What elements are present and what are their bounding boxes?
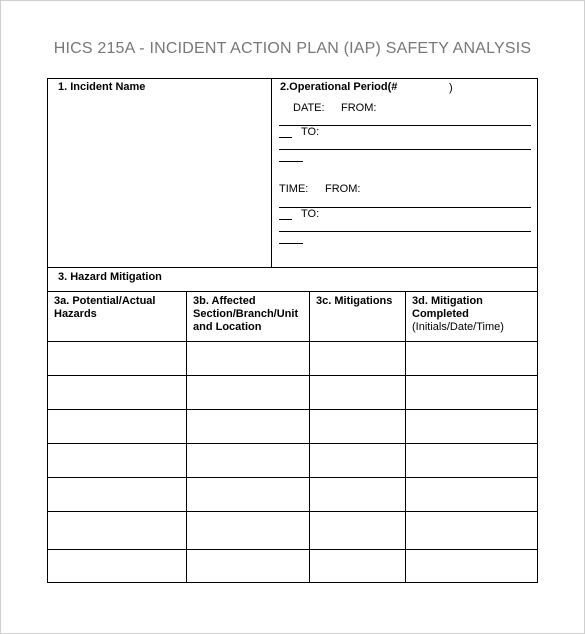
time-to-tail-line xyxy=(279,243,303,244)
hazard-cell[interactable] xyxy=(50,411,184,441)
time-to-line[interactable] xyxy=(279,231,531,232)
table-row-border xyxy=(48,549,537,550)
operational-period-label xyxy=(280,81,397,94)
hazard-cell[interactable] xyxy=(50,377,184,407)
affected-location-cell[interactable] xyxy=(188,445,307,475)
affected-location-cell[interactable] xyxy=(188,343,307,373)
mitigation-cell[interactable] xyxy=(311,377,403,407)
hazard-cell[interactable] xyxy=(50,479,184,509)
date-to-line[interactable] xyxy=(279,149,531,150)
mitigation-completed-cell[interactable] xyxy=(407,445,535,475)
date-to-tail-line xyxy=(279,161,303,162)
operational-period-label-close: ) xyxy=(449,82,453,94)
document-title: HICS 215A - INCIDENT ACTION PLAN (IAP) SAFETY ANALYSIS xyxy=(53,40,532,57)
mitigation-cell[interactable] xyxy=(311,343,403,373)
mitigation-cell[interactable] xyxy=(311,479,403,509)
mitigation-completed-cell[interactable] xyxy=(407,377,535,407)
mitigation-completed-cell[interactable] xyxy=(407,513,535,547)
time-label: TIME: xyxy=(279,183,309,195)
column-header-completed-line-2: Completed xyxy=(412,308,469,320)
table-row-border xyxy=(48,375,537,376)
affected-location-cell[interactable] xyxy=(188,479,307,509)
operational-period-label-open: 2.Operational Period(# xyxy=(280,81,398,93)
table-row-border xyxy=(48,477,537,478)
column-header-completed-line-1: 3d. Mitigation xyxy=(412,295,483,307)
column-header-affected xyxy=(193,295,298,334)
column-header-completed-line-3: (Initials/Date/Time) xyxy=(412,321,504,333)
column-header-mitigations xyxy=(316,295,392,308)
column-divider-3 xyxy=(405,291,406,582)
mitigation-completed-cell[interactable] xyxy=(407,343,535,373)
column-header-hazards xyxy=(54,295,155,321)
table-row-border xyxy=(48,341,537,342)
column-header-affected-line-3: and Location xyxy=(193,321,262,333)
section-3-top-border xyxy=(48,267,537,268)
incident-name-field[interactable] xyxy=(50,97,268,263)
date-to-prefix-line xyxy=(279,137,292,138)
date-label: DATE: xyxy=(293,102,325,114)
time-from-label: FROM: xyxy=(325,183,361,195)
section-divider-vertical xyxy=(271,79,272,267)
column-header-hazards-line-1: 3a. Potential/Actual xyxy=(54,295,156,307)
table-row-border xyxy=(48,443,537,444)
column-header-top-border xyxy=(48,291,537,292)
date-from-label: FROM: xyxy=(341,102,377,114)
column-header-affected-line-2: Section/Branch/Unit xyxy=(193,308,299,320)
table-row-border xyxy=(48,409,537,410)
mitigation-cell[interactable] xyxy=(311,445,403,475)
mitigation-completed-cell[interactable] xyxy=(407,551,535,580)
hazard-cell[interactable] xyxy=(50,445,184,475)
column-header-affected-line-1: 3b. Affected xyxy=(193,295,256,307)
affected-location-cell[interactable] xyxy=(188,377,307,407)
affected-location-cell[interactable] xyxy=(188,551,307,580)
affected-location-cell[interactable] xyxy=(188,411,307,441)
column-header-hazards-line-2: Hazards xyxy=(54,308,97,320)
mitigation-cell[interactable] xyxy=(311,551,403,580)
hazard-mitigation-label: 3. Hazard Mitigation xyxy=(58,271,162,283)
table-row-border xyxy=(48,511,537,512)
mitigation-cell[interactable] xyxy=(311,513,403,547)
safety-analysis-form xyxy=(47,78,538,583)
affected-location-cell[interactable] xyxy=(188,513,307,547)
hazard-cell[interactable] xyxy=(50,551,184,580)
column-header-mitigations-line-1: 3c. Mitigations xyxy=(316,295,393,307)
time-to-prefix-line xyxy=(279,219,292,220)
date-to-label: TO: xyxy=(301,126,320,138)
mitigation-completed-cell[interactable] xyxy=(407,411,535,441)
mitigation-completed-cell[interactable] xyxy=(407,479,535,509)
hazard-cell[interactable] xyxy=(50,343,184,373)
incident-name-label: 1. Incident Name xyxy=(58,81,146,93)
hazard-cell[interactable] xyxy=(50,513,184,547)
time-to-label: TO: xyxy=(301,208,320,220)
mitigation-cell[interactable] xyxy=(311,411,403,441)
column-header-completed xyxy=(412,295,504,334)
column-divider-2 xyxy=(309,291,310,582)
column-divider-1 xyxy=(186,291,187,582)
